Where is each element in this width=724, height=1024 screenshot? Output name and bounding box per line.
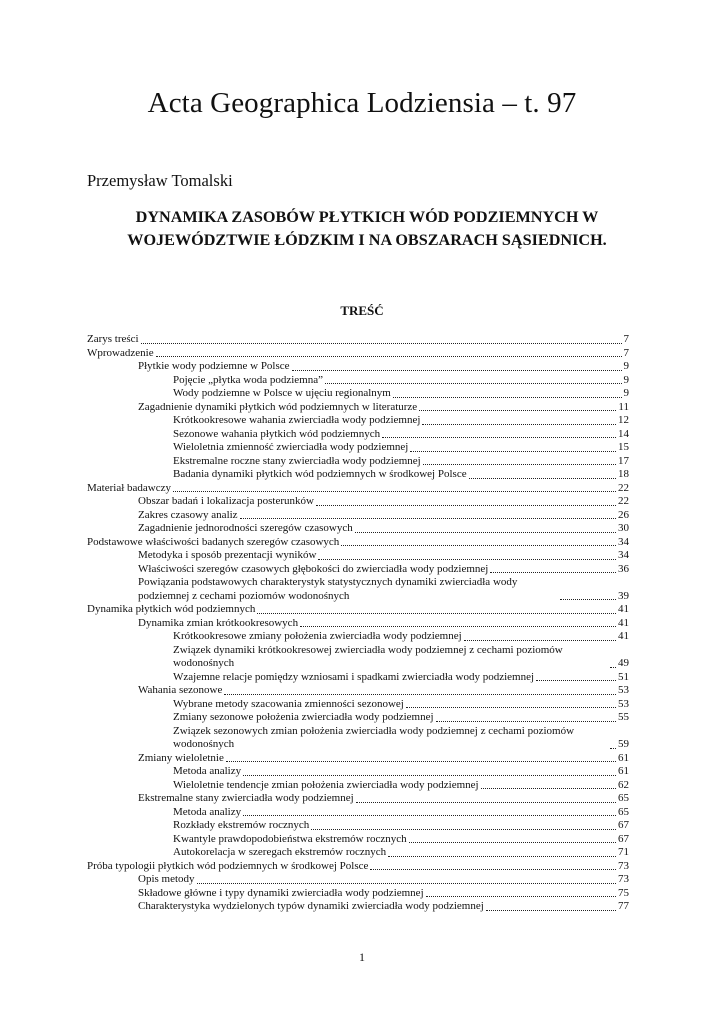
toc-entry [87, 428, 629, 442]
toc-entry-page: 12 [618, 414, 629, 426]
dot-leader [610, 748, 616, 749]
toc-entry-title: Wybrane metody szacowania zmienności sezonowej [173, 697, 404, 710]
toc-entry-page: 71 [618, 846, 629, 858]
toc-entry [87, 414, 629, 428]
toc-entry-title: Związek sezonowych zmian położenia zwierciadła wody podziemnej z cechami poziomów wodonośnych [173, 724, 575, 750]
dot-leader [226, 761, 616, 762]
toc-entry-page: 67 [618, 832, 629, 845]
toc-heading: TREŚĆ [340, 303, 384, 318]
toc-entry-page: 53 [618, 684, 629, 696]
toc-entry-title: Wahania sezonowe [138, 684, 223, 696]
dot-leader [481, 788, 616, 789]
toc-entry [87, 522, 629, 536]
toc-entry [87, 860, 629, 874]
dot-leader [370, 869, 616, 870]
toc-entry-title: Metoda analizy [173, 805, 242, 818]
toc-entry-title: Zmiany sezonowe położenia zwierciadła wody podziemnej [173, 711, 434, 723]
toc-entry-title: Metoda analizy [173, 765, 242, 777]
dot-leader [173, 491, 616, 492]
dot-leader [341, 545, 616, 546]
toc-entry-page: 22 [618, 481, 629, 494]
dot-leader [355, 532, 616, 533]
toc-entry [87, 873, 629, 887]
toc-entry [87, 603, 629, 617]
toc-entry-page: 73 [618, 873, 629, 885]
dot-leader [490, 572, 616, 573]
author-name: Przemysław Tomalski [87, 171, 233, 190]
toc-entry [87, 630, 629, 644]
toc-entry-page: 41 [618, 603, 629, 615]
toc-entry-title: Dynamika płytkich wód podziemnych [87, 603, 256, 615]
toc-entry-page: 34 [618, 535, 629, 548]
dot-leader [197, 883, 616, 884]
dot-leader [610, 667, 616, 668]
toc-entry [87, 765, 629, 779]
toc-entry [87, 360, 629, 374]
toc-entry [87, 563, 629, 577]
toc-entry-title: Charakterystyka wydzielonych typów dynamiki zwierciadła wody podziemnej [138, 900, 484, 912]
dot-leader [224, 694, 616, 695]
dot-leader [382, 437, 616, 438]
toc-entry-page: 77 [618, 900, 629, 912]
toc-entry-page: 11 [618, 400, 629, 413]
toc-entry-page: 55 [618, 711, 629, 723]
toc-entry [87, 617, 629, 631]
page-number: 1 [359, 950, 365, 964]
dot-leader [423, 464, 616, 465]
toc-entry-title: Kwantyle prawdopodobieństwa ekstremów rocznych [173, 832, 407, 845]
toc-entry [87, 401, 629, 415]
toc-entry [87, 333, 629, 347]
toc-entry-title: Ekstremalne roczne stany zwierciadła wody podziemnej [173, 454, 421, 467]
toc-entry-title: Zagadnienie jednorodności szeregów czasowych [138, 522, 353, 534]
dot-leader [536, 680, 616, 681]
toc-entry [87, 792, 629, 806]
toc-entry-page: 67 [618, 819, 629, 831]
toc-entry-title: Ekstremalne stany zwierciadła wody podziemnej [138, 792, 354, 804]
dot-leader [325, 383, 622, 384]
dot-leader [436, 721, 616, 722]
toc-entry-title: Próba typologii płytkich wód podziemnych w środkowej Polsce [87, 859, 369, 872]
toc-entry [87, 900, 629, 914]
toc-entry-page: 49 [618, 657, 629, 669]
toc-entry [87, 468, 629, 482]
dot-leader [292, 370, 622, 371]
toc-entry-title: Związek dynamiki krótkookresowej zwierciadła wody podziemnej z cechami poziomów wodonośnych [173, 643, 563, 669]
toc-entry-page: 26 [618, 508, 629, 521]
toc-entry-page: 22 [618, 495, 629, 507]
toc-entry [87, 455, 629, 469]
dot-leader [300, 626, 616, 627]
toc-entry-page: 51 [618, 670, 629, 683]
toc-entry-title: Dynamika zmian krótkookresowych [138, 616, 299, 629]
journal-title: Acta Geographica Lodziensia – t. 97 [147, 87, 577, 119]
toc-entry [87, 387, 629, 401]
toc-entry [87, 887, 629, 901]
dot-leader [311, 829, 616, 830]
toc-entry-title: Wzajemne relacje pomiędzy wzniosami i spadkami zwierciadła wody podziemnej [173, 670, 535, 683]
dot-leader [469, 478, 616, 479]
toc-entry-page: 59 [618, 738, 629, 750]
toc-entry [87, 495, 629, 509]
toc-entry-page: 41 [618, 616, 629, 629]
toc-entry-page: 62 [618, 778, 629, 791]
toc-entry-page: 14 [618, 427, 629, 440]
dot-leader [486, 910, 616, 911]
toc-entry-title: Wody podziemne w Polsce w ujęciu regionalnym [173, 387, 391, 399]
toc-entry [87, 576, 629, 603]
dot-leader [410, 451, 616, 452]
toc-entry-page: 36 [618, 562, 629, 575]
toc-entry-title: Rozkłady ekstremów rocznych [173, 819, 310, 831]
toc-entry [87, 644, 629, 671]
toc-entry [87, 671, 629, 685]
toc-entry [87, 698, 629, 712]
dot-leader [409, 842, 616, 843]
toc-entry-title: Autokorelacja w szeregach ekstremów rocznych [173, 846, 387, 858]
toc-entry-page: 65 [618, 792, 629, 804]
toc-entry [87, 347, 629, 361]
dot-leader [240, 518, 616, 519]
paper-title [0, 206, 724, 252]
toc-entry-page: 15 [618, 441, 629, 453]
toc-entry [87, 684, 629, 698]
dot-leader [464, 640, 616, 641]
toc-entry-title: Wieloletnie tendencje zmian położenia zwierciadła wody podziemnej [173, 778, 479, 791]
toc-entry-page: 53 [618, 697, 629, 710]
toc-entry-page: 61 [618, 765, 629, 777]
toc-entry-page: 73 [618, 859, 629, 872]
toc-entry-title: Pojęcie „płytka woda podziemna” [173, 373, 323, 386]
dot-leader [243, 775, 616, 776]
toc-entry-title: Materiał badawczy [87, 481, 171, 494]
toc-entry-title: Składowe główne i typy dynamiki zwierciadła wody podziemnej [138, 886, 424, 899]
toc-entry [87, 819, 629, 833]
table-of-contents [87, 333, 629, 914]
toc-entry-title: Krótkookresowe zmiany położenia zwierciadła wody podziemnej [173, 630, 462, 642]
toc-entry [87, 711, 629, 725]
dot-leader [406, 707, 616, 708]
toc-entry-page: 9 [623, 360, 629, 372]
toc-entry-page: 7 [623, 333, 629, 345]
toc-entry-title: Opis metody [138, 873, 195, 885]
toc-entry-page: 34 [618, 549, 629, 561]
toc-entry-page: 75 [618, 886, 629, 899]
toc-entry [87, 833, 629, 847]
toc-entry-title: Zmiany wieloletnie [138, 751, 224, 764]
dot-leader [318, 559, 616, 560]
dot-leader [393, 397, 622, 398]
toc-entry-page: 18 [618, 468, 629, 480]
toc-entry-title: Podstawowe właściwości badanych szeregów czasowych [87, 535, 340, 548]
toc-entry-title: Sezonowe wahania płytkich wód podziemnych [173, 427, 381, 440]
toc-entry [87, 549, 629, 563]
dot-leader [560, 599, 616, 600]
toc-entry-title: Płytkie wody podziemne w Polsce [138, 360, 290, 372]
toc-entry-title: Zarys treści [87, 333, 139, 345]
toc-entry-title: Zagadnienie dynamiki płytkich wód podziemnych w literaturze [138, 400, 418, 413]
toc-entry-title: Właściwości szeregów czasowych głębokości do zwierciadła wody podziemnej [138, 562, 489, 575]
toc-entry-title: Wieloletnia zmienność zwierciadła wody podziemnej [173, 441, 409, 453]
dot-leader [141, 343, 622, 344]
toc-entry [87, 846, 629, 860]
toc-entry-title: Zakres czasowy analiz [138, 508, 238, 521]
dot-leader [419, 410, 616, 411]
toc-entry-page: 61 [618, 751, 629, 764]
dot-leader [257, 613, 616, 614]
dot-leader [316, 505, 616, 506]
toc-entry-title: Wprowadzenie [87, 346, 154, 359]
toc-entry-page: 30 [618, 522, 629, 534]
dot-leader [422, 424, 616, 425]
toc-entry-page: 9 [623, 373, 629, 386]
toc-entry-page: 7 [623, 346, 629, 359]
toc-entry-page: 41 [618, 630, 629, 642]
toc-entry-page: 65 [618, 805, 629, 818]
paper-title-line-1: DYNAMIKA ZASOBÓW PŁYTKICH WÓD PODZIEMNYCH W [135, 208, 599, 226]
toc-entry [87, 482, 629, 496]
toc-entry-page: 39 [618, 589, 629, 602]
toc-entry [87, 779, 629, 793]
dot-leader [388, 856, 616, 857]
toc-entry [87, 725, 629, 752]
toc-entry [87, 374, 629, 388]
dot-leader [426, 896, 616, 897]
toc-entry-title: Badania dynamiki płytkich wód podziemnych w środkowej Polsce [173, 468, 467, 480]
toc-entry [87, 536, 629, 550]
toc-entry-page: 17 [618, 454, 629, 467]
toc-entry-title: Krótkookresowe wahania zwierciadła wody podziemnej [173, 414, 421, 426]
toc-entry [87, 752, 629, 766]
dot-leader [356, 802, 616, 803]
dot-leader [243, 815, 616, 816]
toc-entry [87, 806, 629, 820]
toc-entry-title: Powiązania podstawowych charakterystyk statystycznych dynamiki zwierciadła wody podziemnej z cechami poziomów wodonośnych [138, 576, 518, 602]
toc-entry [87, 509, 629, 523]
dot-leader [156, 356, 622, 357]
toc-entry-title: Metodyka i sposób prezentacji wyników [138, 549, 317, 561]
toc-entry-page: 9 [623, 387, 629, 399]
toc-entry [87, 441, 629, 455]
paper-title-line-2: WOJEWÓDZTWIE ŁÓDZKIM I NA OBSZARACH SĄSIEDNICH. [127, 231, 607, 249]
toc-entry-title: Obszar badań i lokalizacja posterunków [138, 495, 314, 507]
